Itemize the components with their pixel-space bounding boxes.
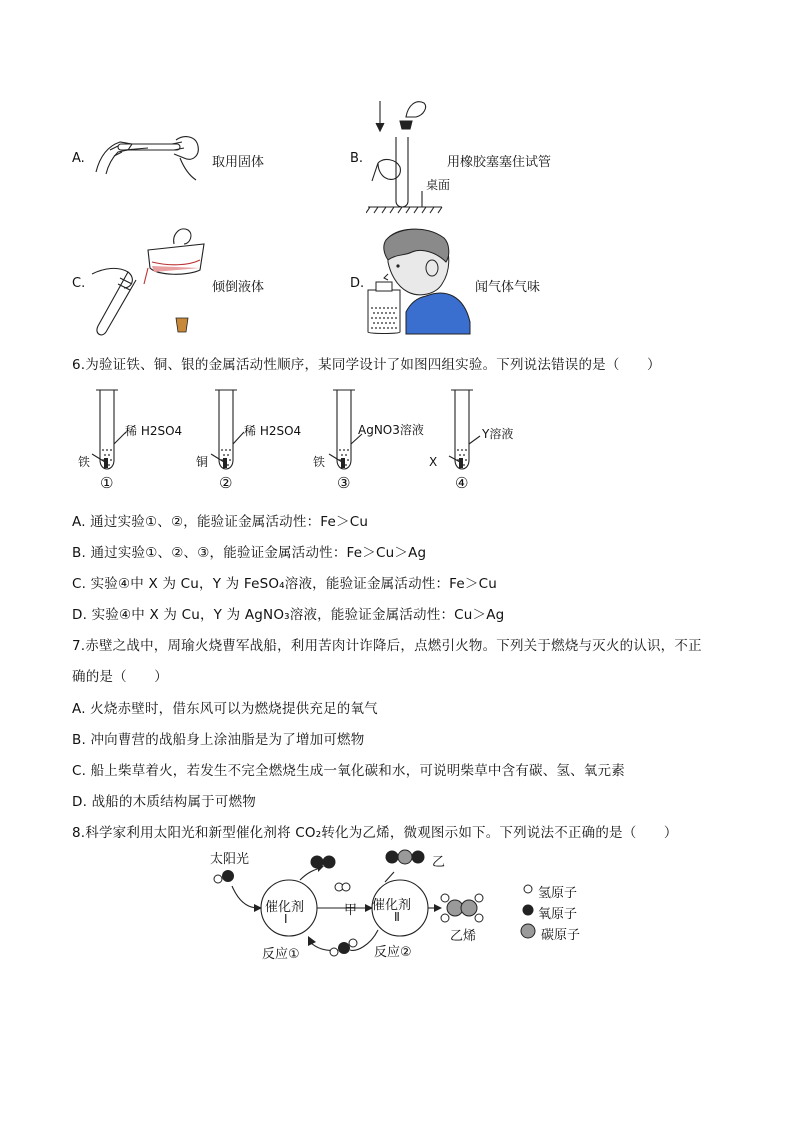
pouring-liquid-figure [88, 222, 212, 340]
option-c-caption: 倾倒液体 [212, 280, 265, 295]
catalyst-1-label: 催化剂 [265, 900, 305, 915]
reaction-2-label: 反应② [374, 945, 412, 960]
option-a-letter: A. [72, 151, 85, 166]
option-d-letter: D. [350, 276, 365, 291]
legend-carbon: 碳原子 [541, 928, 581, 943]
tube4-solution: Y溶液 [482, 427, 514, 441]
option-d-caption: 闻气体气味 [475, 280, 541, 295]
stopper-tube-figure [366, 97, 446, 215]
tube1-number: ① [100, 474, 114, 492]
q6-test-tubes-figure [72, 384, 512, 498]
catalyst-2-label: 催化剂 [372, 898, 412, 913]
option-b-letter: B. [350, 151, 364, 166]
legend-hydrogen: 氢原子 [538, 886, 578, 901]
jia-label: 甲 [344, 903, 358, 918]
q7-option-c: C. 船上柴草着火，若发生不完全燃烧生成一氧化碳和水，可说明柴草中含有碳、氢、氧元素 [72, 763, 625, 779]
catalyst-1-number: Ⅰ [284, 912, 288, 926]
tube2-solution: 稀 H2SO4 [244, 424, 302, 438]
ethylene-label: 乙烯 [450, 929, 477, 944]
q6-stem: 6.为验证铁、铜、银的金属活动性顺序，某同学设计了如图四组实验。下列说法错误的是（ ） [72, 357, 661, 373]
q8-stem: 8.科学家利用太阳光和新型催化剂将 CO₂转化为乙烯，微观图示如下。下列说法不正确的是（ ） [72, 825, 678, 841]
legend-hydrogen-symbol [524, 885, 532, 893]
tube3-metal: 铁 [313, 455, 326, 469]
legend-carbon-symbol [521, 924, 535, 938]
tube2-number: ② [219, 474, 233, 492]
reaction-1-label: 反应① [262, 947, 300, 962]
legend-oxygen-symbol [523, 905, 534, 916]
legend-oxygen: 氧原子 [538, 907, 578, 922]
q7-option-a: A. 火烧赤壁时，借东风可以为燃烧提供充足的氧气 [72, 701, 378, 717]
smelling-gas-figure [366, 226, 472, 336]
q7-option-d: D. 战船的木质结构属于可燃物 [72, 794, 256, 810]
option-b-caption: 用橡胶塞塞住试管 [447, 155, 552, 170]
option-a-caption: 取用固体 [212, 155, 265, 170]
tube1-solution: 稀 H2SO4 [125, 424, 183, 438]
tube4-number: ④ [455, 474, 469, 492]
tube3-number: ③ [337, 474, 351, 492]
yi-label: 乙 [432, 855, 446, 870]
q7-stem-line1: 7.赤壁之战中，周瑜火烧曹军战船，利用苦肉计诈降后，点燃引火物。下列关于燃烧与灭火的认识，不正 [72, 638, 702, 654]
tube1-metal: 铁 [78, 455, 91, 469]
tube4-metal: X [429, 455, 438, 469]
catalyst-2-number: Ⅱ [394, 910, 400, 924]
q6-option-c: C. 实验④中 X 为 Cu，Y 为 FeSO₄溶液，能验证金属活动性：Fe＞Cu [72, 576, 497, 592]
tube3-solution: AgNO3溶液 [358, 423, 424, 437]
taking-solid-figure [88, 128, 206, 184]
q6-option-a: A. 通过实验①、②，能验证金属活动性：Fe＞Cu [72, 514, 369, 530]
q7-stem-line2: 确的是（ ） [72, 669, 168, 685]
q6-option-b: B. 通过实验①、②、③，能验证金属活动性：Fe＞Cu＞Ag [72, 545, 427, 561]
q6-option-d: D. 实验④中 X 为 Cu，Y 为 AgNO₃溶液，能验证金属活动性：Cu＞Ag [72, 607, 505, 623]
q7-option-b: B. 冲向曹营的战船身上涂油脂是为了增加可燃物 [72, 732, 365, 748]
desk-label: 桌面 [426, 178, 451, 192]
sunlight-label: 太阳光 [210, 852, 250, 867]
tube2-metal: 铜 [196, 455, 209, 469]
option-c-letter: C. [72, 276, 86, 291]
